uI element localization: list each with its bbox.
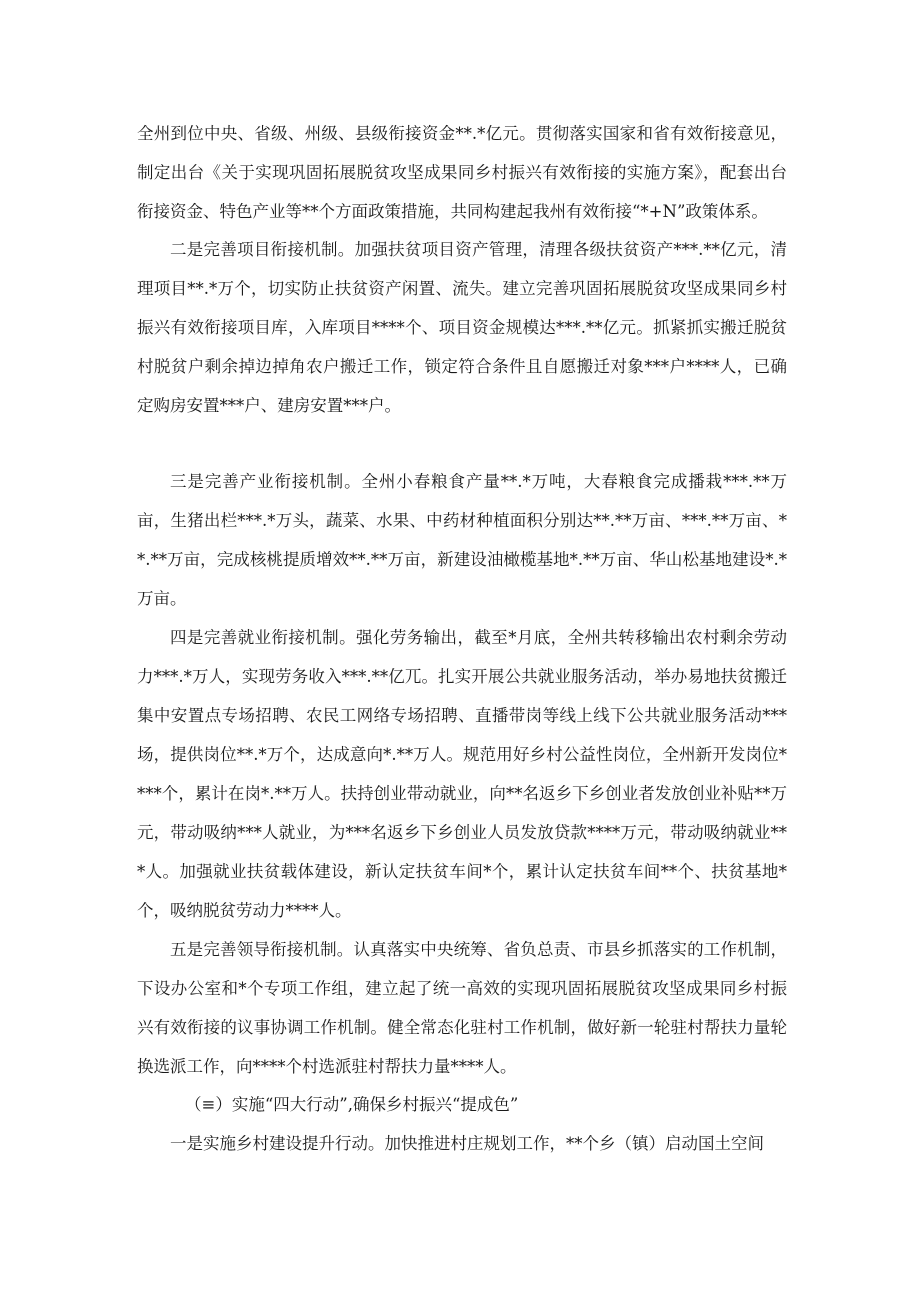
section-heading: （≡）实施“四大行动”,确保乡村振兴“提成色” [185, 1095, 519, 1114]
paragraph-industry-mechanism: 三是完善产业衔接机制。全州小春粮食产量**.*万吨，大春粮食完成播栽***.**万亩，生猪出栏***.*万头，蔬菜、水果、中药材种植面积分别达**.**万亩、***.**万亩、**.**万亩，完成核桃提质增效**.**万亩，新建设油橄榄基地*.**万亩、华山松基地建设*.*万亩。 [137, 472, 787, 608]
paragraph-project-mechanism: 二是完善项目衔接机制。加强扶贫项目资产管理，清理各级扶贫资产***.**亿元，清理项目**.*万个，切实防止扶贫资产闲置、流失。建立完善巩固拓展脱贫攻坚成果同乡村振兴有效衔接项目库，入库项目****个、项目资金规模达***.**亿元。抓紧抓实搬迁脱贫村脱贫户剩余掉边掉角农户搬迁工作，锁定符合条件且自愿搬迁对象***户****人，已确定购房安置***户、建房安置***户。 [137, 240, 787, 415]
paragraph-employment-mechanism: 四是完善就业衔接机制。强化劳务输出，截至*月底，全州共转移输出农村剩余劳动力***.*万人，实现劳务收入***.**亿兀。扎实开展公共就业服务活动，举办易地扶贫搬迁集中安置点专场招聘、农民工网络专场招聘、直播带岗等线上线下公共就业服务活动***场，提供岗位**.*万个，达成意向*.**万人。规范用好乡村公益性岗位，全州新开发岗位****个，累计在岗*.**万人。扶持创业带动就业，向**名返乡下乡创业者发放创业补贴**万元，带动吸纳***人就业，为***名返乡下乡创业人员发放贷款****万元，带动吸纳就业***人。加强就业扶贫载体建设，新认定扶贫车间*个，累计认定扶贫车间**个、扶贫基地*个，吸纳脱贫劳动力****人。 [137, 628, 787, 920]
paragraph-village-construction: 一是实施乡村建设提升行动。加快推进村庄规划工作，**个乡（镇）启动国土空间 [170, 1134, 764, 1153]
paragraph-funding-policy: 全州到位中央、省级、州级、县级衔接资金**.*亿元。贯彻落实国家和省有效衔接意见，制定出台《关于实现巩固拓展脱贫攻坚成果同乡村振兴有效衔接的实施方案》，配套出台衔接资金、特色产业等**个方面政策措施，共同构建起我州有效衔接“*+N”政策体系。 [137, 124, 787, 221]
paragraph-leadership-mechanism: 五是完善领导衔接机制。认真落实中央统筹、省负总责、市县乡抓落实的工作机制，下设办公室和*个专项工作组，建立起了统一高效的实现巩固拓展脱贫攻坚成果同乡村振兴有效衔接的议事协调工作机制。健全常态化驻村工作机制，做好新一轮驻村帮扶力量轮换选派工作，向****个村选派驻村帮扶力量****人。 [137, 940, 787, 1076]
